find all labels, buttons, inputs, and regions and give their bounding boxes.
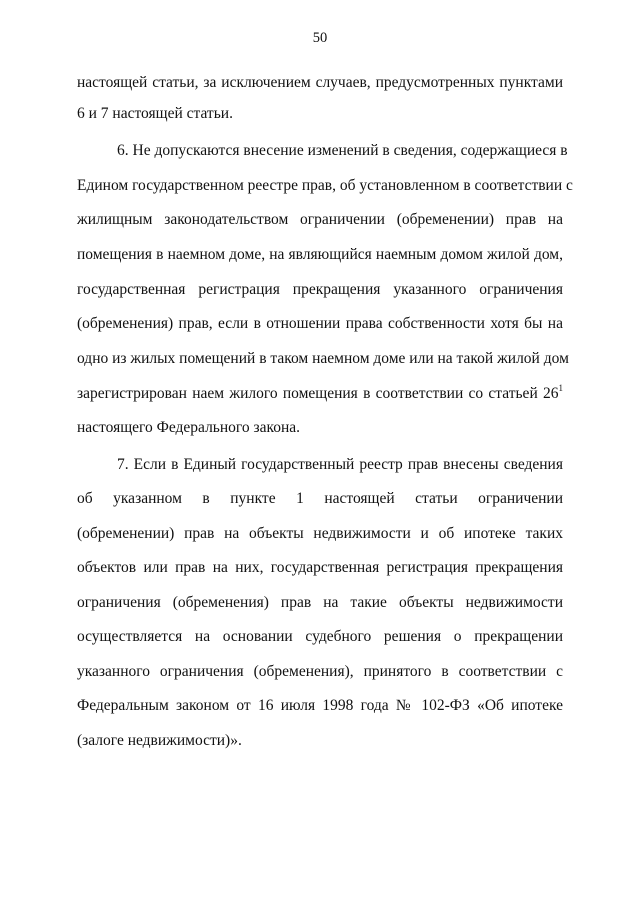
text-line-with-superscript: [77, 384, 563, 404]
text-line: указанного ограничения (обременения), принятого в соответствии с: [77, 663, 563, 680]
paragraph-6-first-line: 6. Не допускаются внесение изменений в сведения, содержащиеся в: [117, 142, 568, 159]
text-line: настоящей статьи, за исключением случаев, предусмотренных пунктами: [77, 74, 563, 91]
text-line: Едином государственном реестре прав, об установленном в соответствии с: [77, 177, 573, 194]
article-superscript: 1: [558, 383, 563, 393]
text-line: объектов или прав на них, государственная регистрация прекращения: [77, 559, 563, 576]
text-line: ограничения (обременения) прав на такие объекты недвижимости: [77, 594, 563, 611]
text-line: помещения в наемном доме, на являющийся наемным домом жилой дом,: [77, 246, 563, 263]
text-line: государственная регистрация прекращения указанного ограничения: [77, 281, 563, 298]
page-number: 50: [312, 30, 328, 46]
text-line: (обременения) прав, если в отношении права собственности хотя бы на: [77, 315, 563, 332]
text-line: (залоге недвижимости)».: [77, 732, 242, 749]
paragraph-7-first-line: 7. Если в Единый государственный реестр прав внесены сведения: [117, 456, 563, 473]
text-line: Федеральным законом от 16 июля 1998 года № 102-ФЗ «Об ипотеке: [77, 697, 563, 714]
text-line: (обременении) прав на объекты недвижимости и об ипотеке таких: [77, 525, 563, 542]
line-text: зарегистрирован наем жилого помещения в соответствии со статьей 26: [77, 385, 559, 402]
text-line: одно из жилых помещений в таком наемном доме или на такой жилой дом: [77, 350, 569, 367]
text-line: настоящего Федерального закона.: [77, 419, 301, 436]
text-line: жилищным законодательством ограничении (обременении) прав на: [77, 211, 563, 228]
text-line: об указанном в пункте 1 настоящей статьи ограничении: [77, 490, 563, 507]
text-line: осуществляется на основании судебного решения о прекращении: [77, 628, 563, 645]
text-line: 6 и 7 настоящей статьи.: [77, 105, 233, 122]
